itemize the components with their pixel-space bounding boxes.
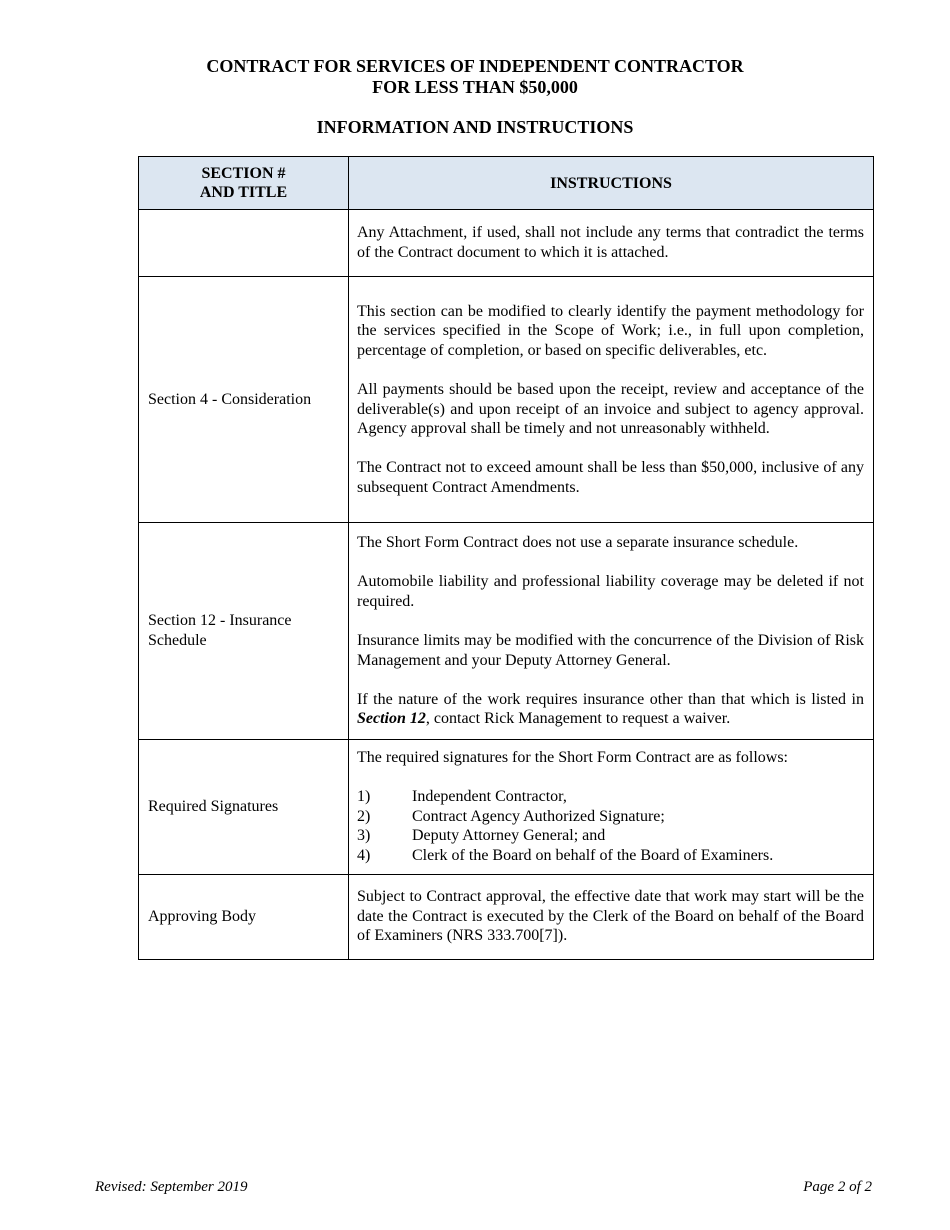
table-row-approving-body (139, 874, 874, 959)
page-number: Page 2 of 2 (803, 1179, 872, 1195)
list-number: 3) (357, 827, 371, 845)
instruction-paragraph: Automobile liability and professional liability coverage may be deleted if not required. (357, 573, 864, 610)
instruction-paragraph: Subject to Contract approval, the effective date that work may start will be the date the Contract is executed by the Clerk of the Board on behalf of the Board of Examiners (NRS 333.700[7]). (357, 888, 864, 945)
section-header-line-2: AND TITLE (199, 184, 288, 201)
instruction-text: , contact Rick Management to request a waiver. (425, 710, 731, 728)
section-header-line-1: SECTION # (201, 165, 286, 182)
list-item (357, 846, 864, 866)
list-text: Clerk of the Board on behalf of the Board of Examiners. (412, 846, 774, 864)
instructions-table (138, 156, 874, 960)
section-title (139, 210, 349, 277)
list-text: Deputy Attorney General; and (412, 827, 606, 845)
section-title: Approving Body (139, 874, 349, 959)
table-row-attachment (139, 210, 874, 277)
list-text: Independent Contractor, (412, 788, 567, 806)
list-number: 4) (357, 846, 371, 864)
instruction-paragraph: This section can be modified to clearly identify the payment methodology for the services specified in the Scope of Work; i.e., in full upon completion, percentage of completion, or based on specific deliverables, etc. (357, 302, 864, 359)
instructions-cell (349, 277, 874, 523)
document-subtitle: INFORMATION AND INSTRUCTIONS (316, 117, 634, 137)
table-row-consideration (139, 277, 874, 523)
instruction-paragraph: All payments should be based upon the receipt, review and acceptance of the deliverable(s) and upon receipt of an invoice and subject to agency approval. Agency approval shall be timely and not unreasonably withheld. (357, 380, 864, 438)
instruction-paragraph (357, 690, 864, 729)
instruction-text: If the nature of the work requires insurance other than that which is listed in (357, 690, 864, 708)
table-row-insurance (139, 523, 874, 740)
section-column-header (139, 157, 349, 210)
instructions-cell (349, 210, 874, 277)
section-reference: Section 12 (357, 710, 426, 728)
instructions-cell (349, 740, 874, 875)
list-item (357, 807, 864, 827)
title-line-2: FOR LESS THAN $50,000 (372, 77, 578, 97)
list-number: 1) (357, 788, 371, 806)
title-line-1: CONTRACT FOR SERVICES OF INDEPENDENT CONTRACTOR (206, 56, 744, 76)
signature-list (357, 787, 864, 865)
instruction-paragraph: Any Attachment, if used, shall not include any terms that contradict the terms of the Contract document to which it is attached. (357, 224, 864, 261)
instructions-cell (349, 874, 874, 959)
instruction-paragraph: The Short Form Contract does not use a separate insurance schedule. (357, 534, 799, 552)
section-title: Required Signatures (139, 740, 349, 875)
instructions-cell (349, 523, 874, 740)
instruction-paragraph: The Contract not to exceed amount shall be less than $50,000, inclusive of any subsequent Contract Amendments. (357, 459, 864, 496)
list-item (357, 787, 864, 807)
table-row-signatures (139, 740, 874, 875)
list-item (357, 826, 864, 846)
instruction-paragraph: Insurance limits may be modified with the concurrence of the Division of Risk Management and your Deputy Attorney General. (357, 632, 864, 669)
list-text: Contract Agency Authorized Signature; (412, 807, 665, 825)
table-header-row (139, 157, 874, 210)
instructions-column-header: INSTRUCTIONS (349, 157, 874, 210)
revision-date: Revised: September 2019 (95, 1179, 248, 1195)
list-number: 2) (357, 807, 371, 825)
section-title: Section 4 - Consideration (139, 277, 349, 523)
section-title: Section 12 - Insurance Schedule (139, 523, 349, 740)
document-title (0, 56, 950, 98)
instruction-paragraph: The required signatures for the Short Form Contract are as follows: (357, 749, 788, 766)
